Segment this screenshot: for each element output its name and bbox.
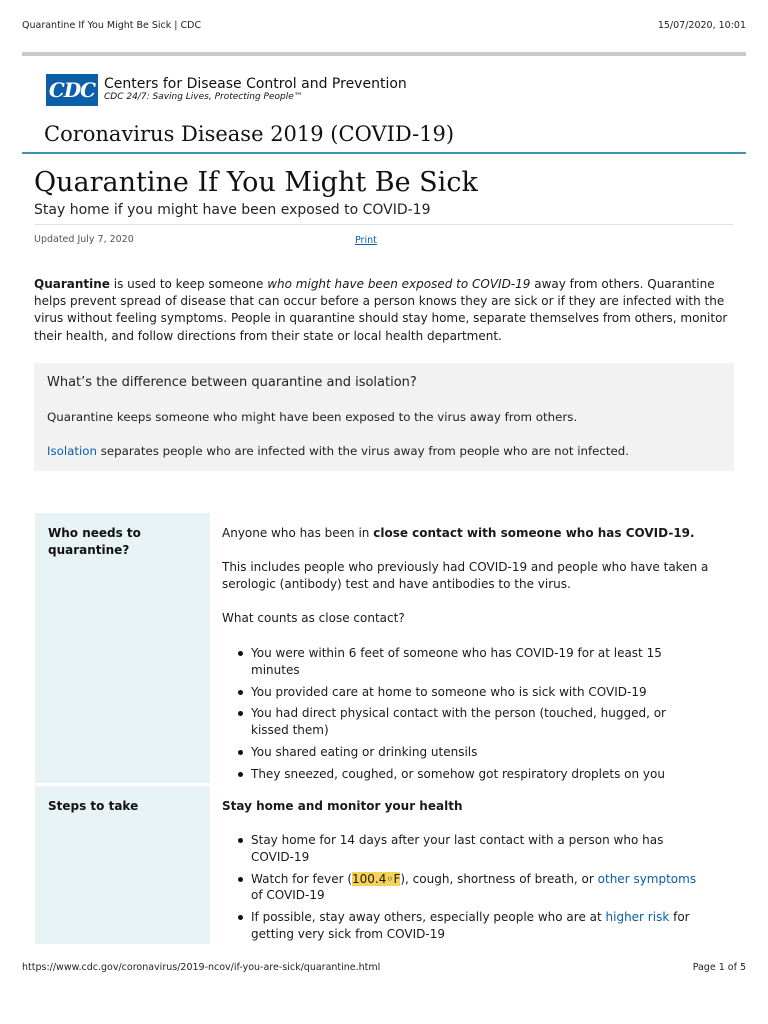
- intro-emphasis: who might have been exposed to COVID-19: [267, 277, 531, 291]
- print-link[interactable]: Print: [355, 235, 377, 246]
- who-needs-quarantine-label: Who needs to quarantine?: [48, 526, 141, 557]
- list-item: Stay home for 14 days after your last contact with a person who has COVID-19: [234, 832, 704, 866]
- close-contact-text: Anyone who has been in: [222, 526, 374, 540]
- close-contact-question: What counts as close contact?: [222, 611, 405, 625]
- page-number: Page 1 of 5: [692, 962, 746, 973]
- list-item: [234, 909, 704, 943]
- agency-tagline: CDC 24/7: Saving Lives, Protecting People™: [104, 92, 303, 103]
- print-header-timestamp: 15/07/2020, 10:01: [657, 20, 746, 31]
- site-title-divider: [22, 152, 746, 154]
- quarantine-vs-isolation-box: [34, 363, 734, 471]
- intro-paragraph: [34, 276, 738, 345]
- list-item: You had direct physical contact with the person (touched, hugged, or kissed them): [234, 705, 704, 739]
- print-footer: [22, 962, 746, 973]
- list-item: You shared eating or drinking utensils: [234, 744, 704, 761]
- print-header: [22, 20, 746, 31]
- close-contact-emphasis: close contact with someone who has COVID-19.: [373, 526, 695, 540]
- intro-text-2: away from others. Quarantine helps prevent spread of disease that can occur before a person knows they are sick or if they are infected with the virus without feeling symptoms. People in quarantine should stay home, separate themselves from others, monitor their health, and follow directions from their state or local health department.: [34, 277, 728, 343]
- steps-list: [234, 832, 704, 948]
- list-item: [234, 871, 704, 905]
- page-url: https://www.cdc.gov/coronavirus/2019-ncov/if-you-are-sick/quarantine.html: [22, 962, 381, 973]
- intro-term: Quarantine: [34, 277, 110, 291]
- higher-risk-link[interactable]: higher risk: [605, 910, 670, 925]
- updated-date: Updated July 7, 2020: [34, 234, 134, 245]
- list-item: You were within 6 feet of someone who has COVID-19 for at least 15 minutes: [234, 645, 704, 679]
- steps-to-take-content: [210, 786, 740, 944]
- agency-name: Centers for Disease Control and Prevention: [104, 76, 407, 93]
- difference-heading: What’s the difference between quarantine and isolation?: [47, 375, 417, 390]
- row-header-cell: [35, 513, 210, 783]
- cdc-logo[interactable]: [46, 74, 407, 106]
- stay-home-heading: Stay home and monitor your health: [222, 799, 463, 813]
- print-header-title: Quarantine If You Might Be Sick | CDC: [22, 20, 202, 31]
- close-contact-statement: [222, 525, 712, 542]
- risk-text-2: for getting very sick from COVID-19: [251, 910, 690, 941]
- other-symptoms-link[interactable]: other symptoms: [597, 871, 697, 886]
- page-subtitle: Stay home if you might have been exposed to COVID-19: [34, 202, 431, 218]
- fever-text-1: Watch for fever (: [251, 871, 353, 886]
- quarantine-definition: Quarantine keeps someone who might have been exposed to the virus away from others.: [47, 410, 578, 424]
- subtitle-divider: [34, 224, 734, 225]
- steps-to-take-label: Steps to take: [48, 799, 139, 813]
- top-divider: [22, 52, 746, 56]
- isolation-definition: [47, 444, 629, 458]
- fever-text-3: of COVID-19: [251, 888, 325, 903]
- who-needs-quarantine-content: [210, 513, 740, 783]
- page-title: Quarantine If You Might Be Sick: [34, 167, 478, 198]
- isolation-text: separates people who are infected with the virus away from people who are not infected.: [96, 444, 630, 458]
- antibody-note: This includes people who previously had COVID-19 and people who have taken a serologic (antibody) test and have antibodies to the virus.: [222, 560, 709, 591]
- risk-text-1: If possible, stay away others, especially people who are at: [251, 910, 606, 925]
- site-title: Coronavirus Disease 2019 (COVID-19): [44, 122, 455, 146]
- row-header-cell: [35, 786, 210, 944]
- isolation-link[interactable]: Isolation: [47, 444, 97, 458]
- list-item: You provided care at home to someone who is sick with COVID-19: [234, 684, 704, 701]
- fever-temperature-highlight: 100.4◦F: [352, 871, 401, 886]
- fever-text-2: ), cough, shortness of breath, or: [400, 871, 598, 886]
- close-contact-list: [234, 645, 704, 788]
- cdc-logo-mark: CDC: [46, 74, 98, 106]
- list-item: They sneezed, coughed, or somehow got respiratory droplets on you: [234, 766, 704, 783]
- intro-text-1: is used to keep someone: [109, 277, 268, 291]
